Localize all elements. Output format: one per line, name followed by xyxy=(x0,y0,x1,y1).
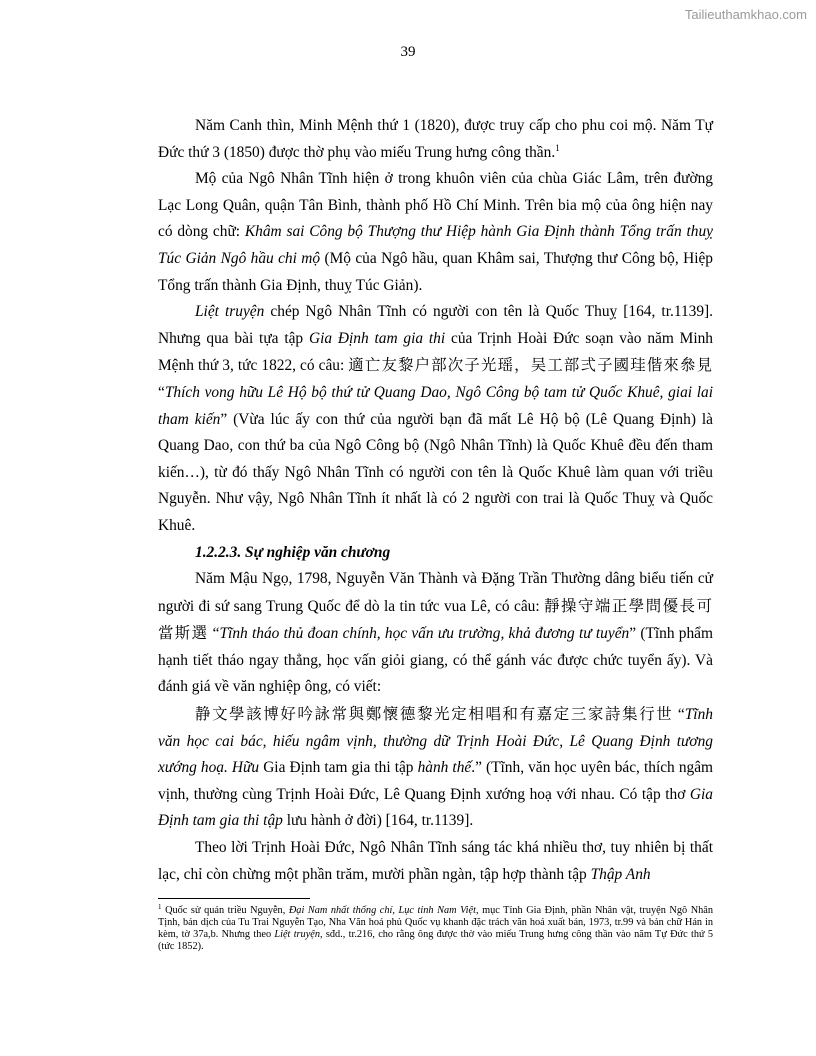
text-run: “ xyxy=(208,625,220,643)
paragraph-2 xyxy=(158,166,713,299)
page-number: 39 xyxy=(400,44,416,60)
text-run: “ xyxy=(673,706,685,724)
paragraph-5 xyxy=(158,701,713,835)
book-title: Liệt truyện xyxy=(195,303,265,321)
text-run: Quốc sử quán triều Nguyễn, xyxy=(161,905,289,916)
paragraph-1-text: Năm Canh thìn, Minh Mệnh thứ 1 (1820), được truy cấp cho phu coi mộ. Năm Tự Đức thứ 3 (1850) được thờ phụ vào miếu Trung hưng công thần. xyxy=(158,117,713,161)
text-run: Gia Định tam gia thi tập xyxy=(259,759,418,777)
footnote-separator xyxy=(158,898,310,899)
text-run: Năm Mậu Ngọ, 1798, Nguyễn Văn Thành và Đặng Trần Thường dâng biểu tiến cử người đi sứ sang Trung Quốc để dò la tin tức vua Lê, có câu: xyxy=(158,570,713,615)
transliteration: Tĩnh văn học cai bác, hiếu ngâm vịnh, thường dữ Trịnh Hoài Đức, Lê Quang Định tương xướng hoạ. Hữu xyxy=(158,706,713,777)
footnote xyxy=(158,905,713,953)
text-run: Mộ của Ngô Nhân Tĩnh hiện ở trong khuôn viên của chùa Giác Lâm, trên đường Lạc Long Quân, quận Tân Bình, thành phố Hồ Chí Minh. Trên bia mộ của ông hiện nay có dòng chữ: xyxy=(158,170,713,241)
paragraph-3 xyxy=(158,299,713,539)
book-title: Gia Định tam gia thi tập xyxy=(158,785,713,830)
book-title: Thập Anh xyxy=(590,865,651,883)
text-run: “ xyxy=(158,383,165,401)
transliteration: Tĩnh tháo thủ đoan chính, học vấn ưu trường, khả đương tư tuyển xyxy=(219,625,630,643)
text-run: , mục Tỉnh Gia Định, phần Nhân vật, truyện Ngô Nhân Tịnh, bản dịch của Tu Trai Nguyễn Tạo, Nha Văn hoá phủ Quốc vụ khanh đặc trách văn hoá xuất bản, 1973, tr.99 và bản chữ Hán in kèm, tờ 37a,b. Nhưng theo xyxy=(158,905,714,940)
han-quote: 靜操守端正學問優長可當斯選 xyxy=(158,596,713,643)
book-title: Đại Nam nhất thống chí, Lục tỉnh Nam Việt xyxy=(288,905,476,916)
text-run: lưu hành ở đời) [164, tr.1139]. xyxy=(282,812,474,830)
text-run: ” (Vừa lúc ấy con thứ của người bạn đã mất Lê Hộ bộ (Lê Quang Định) là Quang Dao, con thứ ba của Ngô Công bộ (Ngô Nhân Tĩnh) là Quốc Khuê đều đến tham kiến…), từ đó thấy Ngô Nhân Tĩnh có người con tên là Quốc Khuê làm quan với triều Nguyễn. Như vậy, Ngô Nhân Tĩnh ít nhất là có 2 người con trai là Quốc Thuỵ và Quốc Khuê. xyxy=(158,410,714,534)
text-run: , sđd., tr.216, cho rằng ông được thờ vào miếu Trung hưng công thần vào năm Tự Đức thứ 5 (tức 1852). xyxy=(158,929,713,952)
book-title: Gia Định tam gia thi xyxy=(308,329,446,347)
text-run: chép Ngô Nhân Tĩnh có người con tên là Quốc Thuỵ [164, tr.1139]. Nhưng qua bài tựa tập xyxy=(158,303,713,347)
han-quote: 静文學該博好吟詠常與鄭懷德黎光定相唱和有嘉定三家詩集行世 xyxy=(195,705,674,724)
epitaph-inscription: Khâm sai Công bộ Thượng thư Hiệp hành Gia Định thành Tổng trấn thuỵ Túc Giản Ngô hầu chi mộ xyxy=(158,223,713,267)
section-heading: 1.2.2.3. Sự nghiệp văn chương xyxy=(195,543,391,561)
paragraph-4 xyxy=(158,566,713,701)
book-title: Liệt truyện xyxy=(274,929,320,940)
watermark: Tailieuthamkhao.com xyxy=(684,7,807,22)
main-text xyxy=(158,113,713,888)
paragraph-1 xyxy=(158,113,713,166)
text-run: (Mộ của Ngô hầu, quan Khâm sai, Thượng thư Công bộ, Hiệp Tổng trấn thành Gia Định, thuỵ Túc Giản). xyxy=(158,249,713,294)
transliteration: Thích vong hữu Lê Hộ bộ thứ tử Quang Dao, Ngô Công bộ tam tử Quốc Khuê, giai lai tham kiến xyxy=(158,383,713,428)
footnote-ref[interactable]: 1 xyxy=(555,142,560,153)
footnote-number: 1 xyxy=(158,903,162,911)
han-quote: 適亡友黎户部次子光瑶，吴工部弍子國珪偕來叅見 xyxy=(348,356,713,375)
transliteration: hành thế xyxy=(417,759,472,777)
text-run: của Trịnh Hoài Đức soạn vào năm Minh Mệnh thứ 3, tức 1822, có câu: xyxy=(158,329,714,375)
text-run: .” (Tĩnh, văn học uyên bác, thích ngâm vịnh, thường cùng Trịnh Hoài Đức, Lê Quang Định xướng hoạ với nhau. Có tập thơ xyxy=(158,759,714,803)
text-run: Theo lời Trịnh Hoài Đức, Ngô Nhân Tĩnh sáng tác khá nhiều thơ, tuy nhiên bị thất lạc, chỉ còn chừng một phần trăm, mười phần ngàn, tập hợp thành tập xyxy=(158,839,713,883)
paragraph-6 xyxy=(158,835,713,888)
text-run: ” (Tĩnh phẩm hạnh tiết tháo ngay thẳng, học vấn giỏi giang, có thể gánh vác được chức tuyển ấy). Và đánh giá về văn nghiệp ông, có viết: xyxy=(158,625,713,696)
